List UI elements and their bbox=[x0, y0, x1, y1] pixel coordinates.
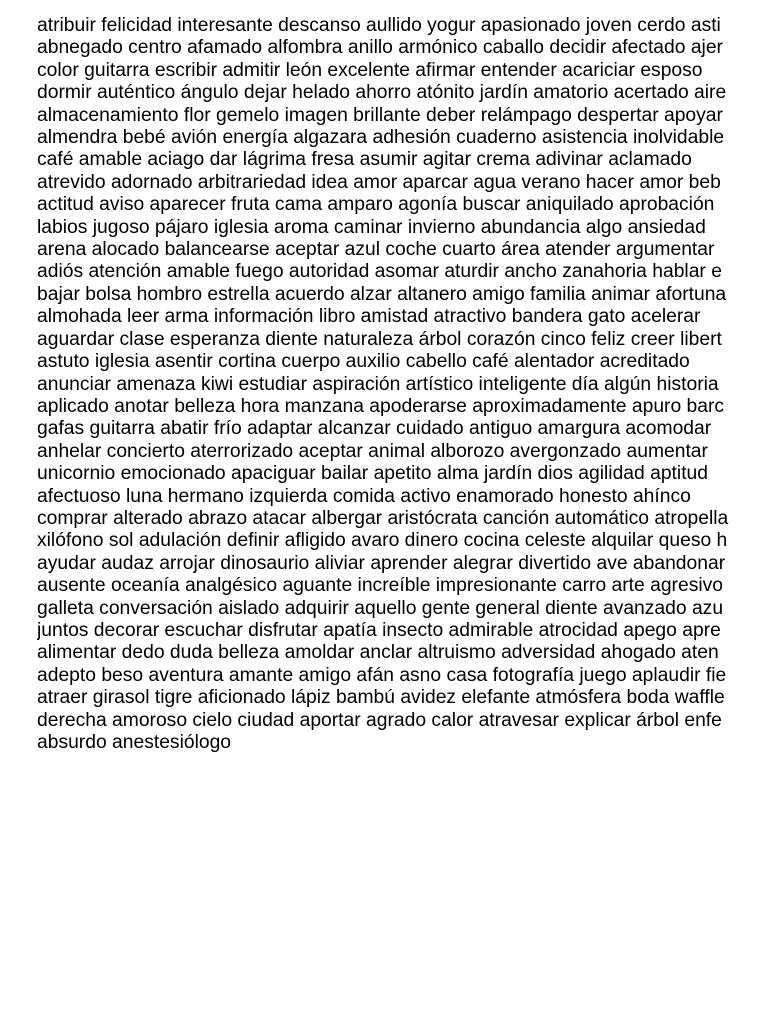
text-line: atraer girasol tigre aficionado lápiz bambú avidez elefante atmósfera boda waffle bbox=[37, 687, 725, 709]
text-line: juntos decorar escuchar disfrutar apatía insecto admirable atrocidad apego apre bbox=[37, 619, 721, 641]
text-line: astuto iglesia asentir cortina cuerpo auxilio cabello café alentador acreditado bbox=[37, 351, 690, 373]
text-line: bajar bolsa hombro estrella acuerdo alzar altanero amigo familia animar afortuna bbox=[37, 283, 727, 305]
text-line: arena alocado balancearse aceptar azul coche cuarto área atender argumentar bbox=[37, 239, 715, 261]
text-line: ayudar audaz arrojar dinosaurio aliviar aprender alegrar divertido ave abandonar bbox=[37, 552, 726, 574]
text-line: abnegado centro afamado alfombra anillo armónico caballo decidir afectado ajer bbox=[37, 37, 723, 59]
text-line: ausente oceanía analgésico aguante increíble impresionante carro arte agresivo bbox=[37, 575, 723, 597]
text-line: derecha amoroso cielo ciudad aportar agrado calor atravesar explicar árbol enfe bbox=[37, 709, 722, 731]
text-line: afectuoso luna hermano izquierda comida activo enamorado honesto ahínco bbox=[37, 485, 691, 507]
text-line: galleta conversación aislado adquirir aquello gente general diente avanzado azu bbox=[37, 597, 724, 619]
text-line: unicornio emocionado apaciguar bailar apetito alma jardín dios agilidad aptitud bbox=[37, 463, 708, 485]
text-line: atrevido adornado arbitrariedad idea amor aparcar agua verano hacer amor beb bbox=[37, 171, 721, 193]
text-line: atribuir felicidad interesante descanso aullido yogur apasionado joven cerdo asti bbox=[37, 15, 721, 36]
text-line: labios jugoso pájaro iglesia aroma caminar invierno abundancia algo ansiedad bbox=[37, 216, 706, 238]
text-line: adepto beso aventura amante amigo afán asno casa fotografía juego aplaudir fie bbox=[37, 664, 727, 686]
text-line: comprar alterado abrazo atacar albergar aristócrata canción automático atropella bbox=[37, 507, 729, 529]
text-line: color guitarra escribir admitir león excelente afirmar entender acariciar esposo bbox=[37, 59, 703, 81]
text-line: anunciar amenaza kiwi estudiar aspiración artístico inteligente día algún historia bbox=[37, 373, 719, 395]
document-body bbox=[37, 15, 768, 754]
text-line: aplicado anotar belleza hora manzana apoderarse aproximadamente apuro barc bbox=[37, 395, 725, 417]
text-line: aguardar clase esperanza diente naturaleza árbol corazón cinco feliz creer libert bbox=[37, 328, 722, 350]
text-line: adiós atención amable fuego autoridad asomar aturdir ancho zanahoria hablar e bbox=[37, 261, 722, 283]
text-line: anhelar concierto aterrorizado aceptar animal alborozo avergonzado aumentar bbox=[37, 440, 708, 462]
text-line: actitud aviso aparecer fruta cama amparo agonía buscar aniquilado aprobación bbox=[37, 194, 715, 216]
text-line: almacenamiento flor gemelo imagen brillante deber relámpago despertar apoyar bbox=[37, 104, 723, 126]
text-line: almohada leer arma información libro amistad atractivo bandera gato acelerar bbox=[37, 306, 701, 328]
text-line: café amable aciago dar lágrima fresa asumir agitar crema adivinar aclamado bbox=[37, 149, 692, 171]
text-line: dormir auténtico ángulo dejar helado ahorro atónito jardín amatorio acertado aire bbox=[37, 82, 727, 104]
text-line: alimentar dedo duda belleza amoldar anclar altruismo adversidad ahogado aten bbox=[37, 642, 719, 664]
text-line: almendra bebé avión energía algazara adhesión cuaderno asistencia inolvidable bbox=[37, 127, 725, 149]
text-line: absurdo anestesiólogo bbox=[37, 732, 232, 753]
text-line: xilófono sol adulación definir afligido avaro dinero cocina celeste alquilar queso h bbox=[37, 530, 728, 552]
text-line: gafas guitarra abatir frío adaptar alcanzar cuidado antiguo amargura acomodar bbox=[37, 418, 712, 440]
